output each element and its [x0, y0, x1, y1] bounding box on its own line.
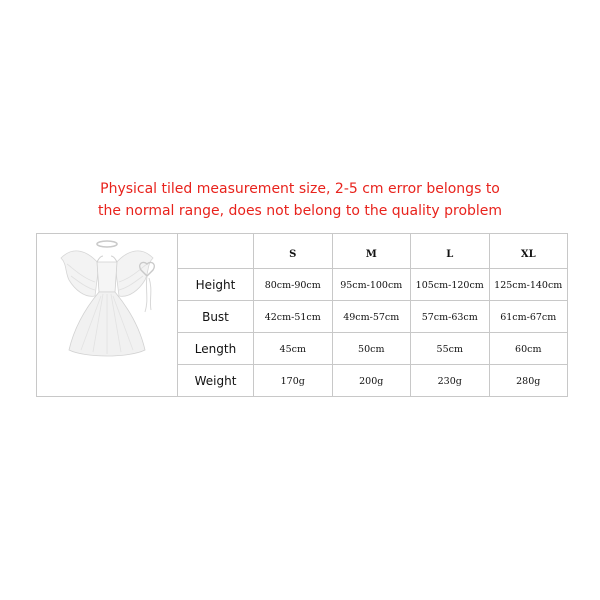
row-label-height: Height [178, 269, 254, 301]
size-header-row [37, 234, 568, 269]
table-cell: 45cm [254, 333, 333, 365]
notice-line-2: the normal range, does not belong to the quality problem [97, 203, 503, 219]
size-col-m: M [332, 234, 411, 269]
table-cell: 95cm-100cm [332, 269, 411, 301]
table-cell: 60cm [489, 333, 568, 365]
table-cell: 230g [411, 365, 490, 397]
table-cell: 50cm [332, 333, 411, 365]
table-cell: 61cm-67cm [489, 301, 568, 333]
row-label-bust: Bust [178, 301, 254, 333]
size-col-s: S [254, 234, 333, 269]
table-cell: 80cm-90cm [254, 269, 333, 301]
table-cell: 105cm-120cm [411, 269, 490, 301]
size-col-xl: XL [489, 234, 568, 269]
table-cell: 125cm-140cm [489, 269, 568, 301]
table-cell: 170g [254, 365, 333, 397]
row-label-weight: Weight [178, 365, 254, 397]
measurement-notice [60, 178, 540, 222]
product-image-cell [37, 234, 178, 397]
table-cell: 49cm-57cm [332, 301, 411, 333]
table-cell: 200g [332, 365, 411, 397]
table-cell: 280g [489, 365, 568, 397]
size-col-l: L [411, 234, 490, 269]
size-chart-table [36, 233, 568, 397]
table-cell: 42cm-51cm [254, 301, 333, 333]
table-cell: 55cm [411, 333, 490, 365]
row-label-length: Length [178, 333, 254, 365]
angel-dress-icon [37, 234, 177, 382]
notice-line-1: Physical tiled measurement size, 2-5 cm error belongs to [100, 181, 500, 197]
size-header-empty [178, 234, 254, 269]
table-cell: 57cm-63cm [411, 301, 490, 333]
